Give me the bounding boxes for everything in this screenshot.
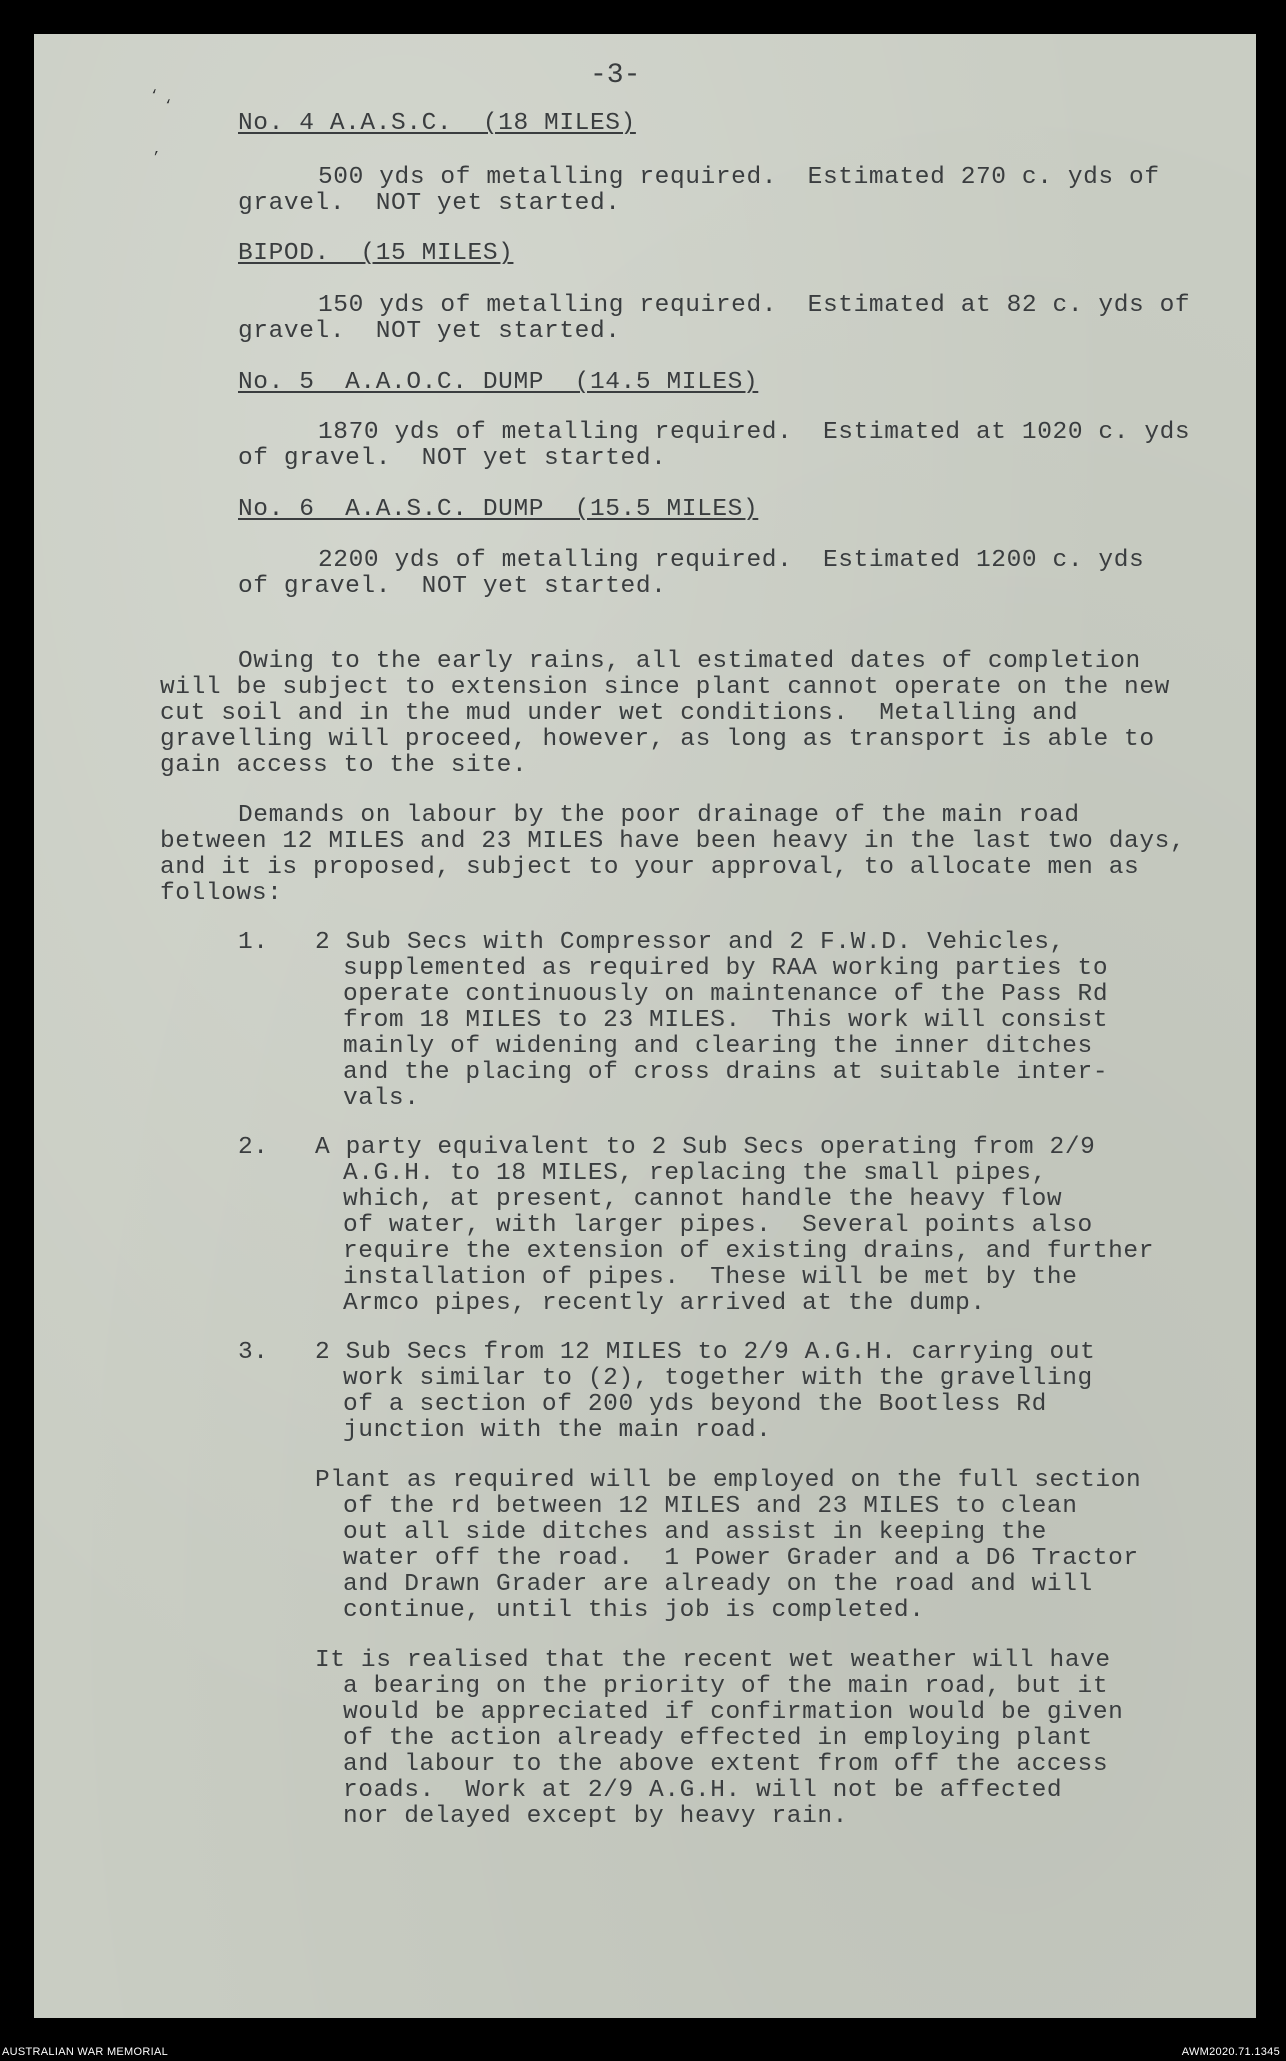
section-line: gravel. NOT yet started.: [238, 190, 621, 217]
pencil-mark-icon: ’: [152, 150, 161, 166]
item-line: work similar to (2), together with the gravelling: [343, 1365, 1093, 1392]
footer-left: AUSTRALIAN WAR MEMORIAL: [2, 2046, 169, 2058]
item-line: of water, with larger pipes. Several points also: [343, 1212, 1093, 1239]
section-line: 2200 yds of metalling required. Estimated 1200 c. yds: [318, 547, 1145, 574]
item-number: 2.: [238, 1134, 269, 1161]
item-line: installation of pipes. These will be met by the: [343, 1264, 1078, 1291]
section-line: 150 yds of metalling required. Estimated at 82 c. yds of: [318, 292, 1191, 319]
item-line: A.G.H. to 18 MILES, replacing the small pipes,: [343, 1160, 1047, 1187]
item-line: which, at present, cannot handle the heavy flow: [343, 1186, 1063, 1213]
section-line: of gravel. NOT yet started.: [238, 445, 667, 472]
section-line: 1870 yds of metalling required. Estimated at 1020 c. yds: [318, 419, 1191, 446]
paragraph-line: between 12 MILES and 23 MILES have been heavy in the last two days,: [160, 828, 1186, 855]
item-line: supplemented as required by RAA working parties to: [343, 955, 1109, 982]
item-line: Armco pipes, recently arrived at the dump.: [343, 1290, 986, 1317]
item-line: 2 Sub Secs from 12 MILES to 2/9 A.G.H. carrying out: [315, 1339, 1096, 1366]
item-number: 3.: [238, 1339, 269, 1366]
paragraph-line: gain access to the site.: [160, 752, 528, 779]
pencil-mark-icon: ‘: [150, 88, 159, 104]
paragraph-line: of the action already effected in employing plant: [343, 1725, 1093, 1752]
item-line: operate continuously on maintenance of the Pass Rd: [343, 981, 1109, 1008]
paragraph-line: a bearing on the priority of the main road, but it: [343, 1673, 1109, 1700]
paragraph-line: Demands on labour by the poor drainage of the main road: [238, 802, 1080, 829]
item-line: junction with the main road.: [343, 1417, 772, 1444]
paragraph-line: Plant as required will be employed on the full section: [315, 1467, 1142, 1494]
footer-right: AWM2020.71.1345: [1181, 2046, 1280, 2058]
paragraph-line: and Drawn Grader are already on the road and will: [343, 1571, 1093, 1598]
paragraph-line: cut soil and in the mud under wet conditions. Metalling and: [160, 700, 1079, 727]
paragraph-line: roads. Work at 2/9 A.G.H. will not be affected: [343, 1777, 1063, 1804]
paragraph-line: and labour to the above extent from off the access: [343, 1751, 1109, 1778]
paragraph-line: and it is proposed, subject to your approval, to allocate men as: [160, 854, 1140, 881]
item-line: require the extension of existing drains, and further: [343, 1238, 1155, 1265]
item-line: 2 Sub Secs with Compressor and 2 F.W.D. Vehicles,: [315, 929, 1065, 956]
paragraph-line: Owing to the early rains, all estimated dates of completion: [238, 648, 1141, 675]
item-line: mainly of widening and clearing the inner ditches: [343, 1033, 1093, 1060]
paragraph-line: would be appreciated if confirmation would be given: [343, 1699, 1124, 1726]
item-line: A party equivalent to 2 Sub Secs operating from 2/9: [315, 1134, 1096, 1161]
paragraph-line: nor delayed except by heavy rain.: [343, 1803, 848, 1830]
section-heading: No. 6 A.A.S.C. DUMP (15.5 MILES): [238, 496, 759, 523]
pencil-mark-icon: ‘: [164, 98, 173, 114]
paragraph-line: gravelling will proceed, however, as long as transport is able to: [160, 726, 1155, 753]
paragraph-line: It is realised that the recent wet weather will have: [315, 1647, 1111, 1674]
paragraph-line: continue, until this job is completed.: [343, 1597, 925, 1624]
item-line: from 18 MILES to 23 MILES. This work will consist: [343, 1007, 1109, 1034]
section-heading: BIPOD. (15 MILES): [238, 240, 514, 267]
section-heading: No. 5 A.A.O.C. DUMP (14.5 MILES): [238, 369, 759, 396]
section-heading: No. 4 A.A.S.C. (18 MILES): [238, 110, 636, 137]
paragraph-line: follows:: [160, 880, 283, 907]
paragraph-line: out all side ditches and assist in keeping the: [343, 1519, 1047, 1546]
page-number: -3-: [590, 60, 641, 91]
section-line: of gravel. NOT yet started.: [238, 573, 667, 600]
section-line: 500 yds of metalling required. Estimated 270 c. yds of: [318, 164, 1160, 191]
item-line: of a section of 200 yds beyond the Bootless Rd: [343, 1391, 1047, 1418]
item-line: and the placing of cross drains at suitable inter-: [343, 1059, 1109, 1086]
paragraph-line: water off the road. 1 Power Grader and a D6 Tractor: [343, 1545, 1139, 1572]
paragraph-line: will be subject to extension since plant cannot operate on the new: [160, 674, 1170, 701]
section-line: gravel. NOT yet started.: [238, 318, 621, 345]
item-number: 1.: [238, 929, 269, 956]
paragraph-line: of the rd between 12 MILES and 23 MILES to clean: [343, 1493, 1078, 1520]
item-line: vals.: [343, 1085, 420, 1112]
